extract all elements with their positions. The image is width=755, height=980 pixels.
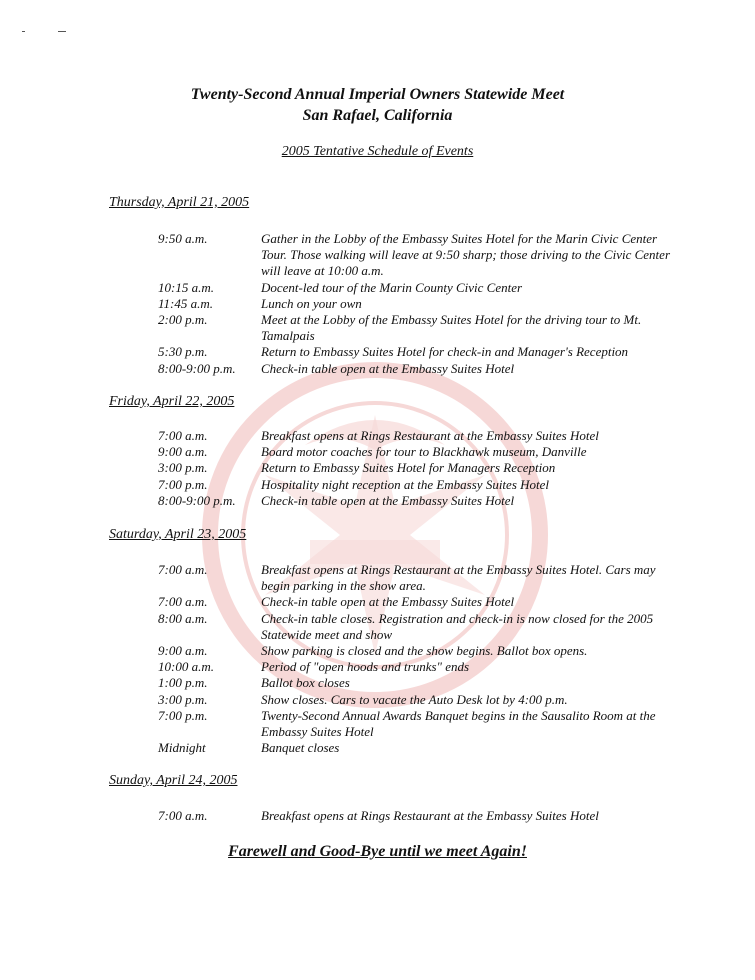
document-location: San Rafael, California	[302, 107, 453, 124]
event-description: Breakfast opens at Rings Restaurant at the Embassy Suites Hotel	[261, 808, 599, 823]
event-description: Hospitality night reception at the Embassy Suites Hotel	[261, 476, 550, 492]
event-row	[158, 460, 683, 476]
event-time: 9:00 a.m.	[158, 643, 208, 659]
event-description: Check-in table closes. Registration and check-in is now closed for the 2005 Statewide meet and show	[261, 610, 654, 642]
event-description: Twenty-Second Annual Awards Banquet begins in the Sausalito Room at the Embassy Suites Hotel	[261, 707, 656, 740]
event-row	[158, 594, 683, 610]
event-description: Meet at the Lobby of the Embassy Suites Hotel for the driving tour to Mt. Tamalpais	[261, 312, 642, 344]
event-row	[158, 675, 683, 691]
event-row	[158, 611, 683, 643]
event-time: 10:00 a.m.	[158, 659, 214, 675]
event-description: Show parking is closed and the show begins. Ballot box opens.	[261, 643, 588, 659]
event-description: Show closes. Cars to vacate the Auto Desk lot by 4:00 p.m.	[261, 691, 568, 707]
event-row	[158, 692, 683, 708]
event-description: Return to Embassy Suites Hotel for check-in and Manager's Reception	[261, 344, 629, 360]
event-time: 8:00-9:00 p.m.	[158, 492, 236, 508]
day-heading-thursday: Thursday, April 21, 2005	[109, 195, 250, 210]
event-time: 11:45 a.m.	[158, 295, 214, 311]
event-time: 7:00 a.m.	[158, 562, 208, 577]
event-description: Breakfast opens at Rings Restaurant at the Embassy Suites Hotel. Cars may begin parking in the show area.	[261, 562, 656, 594]
event-list-saturday	[158, 562, 683, 756]
day-heading-saturday: Saturday, April 23, 2005	[109, 527, 247, 542]
event-time: 2:00 p.m.	[158, 312, 208, 328]
day-heading-friday: Friday, April 22, 2005	[109, 394, 235, 409]
event-time: 7:00 p.m.	[158, 476, 208, 492]
event-description: Gather in the Lobby of the Embassy Suites Hotel for the Marin Civic Center Tour. Those walking will leave at 9:50 sharp; those driving to the Civic Center will leave at 10:00 a.m.	[261, 231, 670, 279]
event-description: Board motor coaches for tour to Blackhawk museum, Danville	[261, 444, 587, 460]
event-description: Check-in table open at the Embassy Suites Hotel	[261, 492, 515, 508]
event-description: Ballot box closes	[261, 675, 350, 691]
event-row	[158, 808, 683, 824]
event-time: 10:15 a.m.	[158, 279, 214, 295]
event-row	[158, 477, 683, 493]
event-row	[158, 643, 683, 659]
event-row	[158, 444, 683, 460]
farewell-message: Farewell and Good-Bye until we meet Again!	[228, 843, 527, 860]
event-list-friday	[158, 428, 683, 509]
event-time: 9:50 a.m.	[158, 231, 208, 246]
event-time: 7:00 a.m.	[158, 594, 208, 610]
event-time: 1:00 p.m.	[158, 675, 208, 691]
day-heading-sunday: Sunday, April 24, 2005	[109, 773, 238, 788]
event-description: Period of "open hoods and trunks" ends	[261, 659, 470, 675]
event-row	[158, 562, 683, 594]
event-time: 3:00 p.m.	[158, 691, 208, 707]
event-row	[158, 280, 683, 296]
event-row	[158, 659, 683, 675]
event-description: Lunch on your own	[261, 295, 362, 311]
event-description: Breakfast opens at Rings Restaurant at the Embassy Suites Hotel	[261, 428, 599, 443]
event-time: 7:00 a.m.	[158, 808, 208, 823]
event-time: 3:00 p.m.	[158, 460, 208, 476]
event-time: 5:30 p.m.	[158, 344, 208, 360]
event-time: 9:00 a.m.	[158, 444, 208, 460]
event-row	[158, 428, 683, 444]
event-time: 7:00 a.m.	[158, 428, 208, 443]
event-time: 8:00-9:00 p.m.	[158, 360, 236, 376]
event-row	[158, 344, 683, 360]
event-list-thursday	[158, 231, 683, 377]
event-list-sunday	[158, 808, 683, 824]
event-description: Check-in table open at the Embassy Suites Hotel	[261, 594, 515, 610]
event-description: Return to Embassy Suites Hotel for Managers Reception	[261, 460, 556, 476]
event-row	[158, 708, 683, 740]
document-subtitle: 2005 Tentative Schedule of Events	[281, 144, 474, 159]
event-description: Banquet closes	[261, 740, 340, 756]
event-row	[158, 361, 683, 377]
event-row	[158, 493, 683, 509]
document-title: Twenty-Second Annual Imperial Owners Statewide Meet	[190, 86, 565, 103]
event-time: Midnight	[158, 740, 206, 756]
event-time: 8:00 a.m.	[158, 610, 208, 626]
event-row	[158, 296, 683, 312]
event-row	[158, 231, 683, 280]
event-row	[158, 312, 683, 344]
event-description: Docent-led tour of the Marin County Civic Center	[261, 279, 523, 295]
event-row	[158, 740, 683, 756]
event-time: 7:00 p.m.	[158, 707, 208, 723]
event-description: Check-in table open at the Embassy Suites Hotel	[261, 360, 515, 376]
